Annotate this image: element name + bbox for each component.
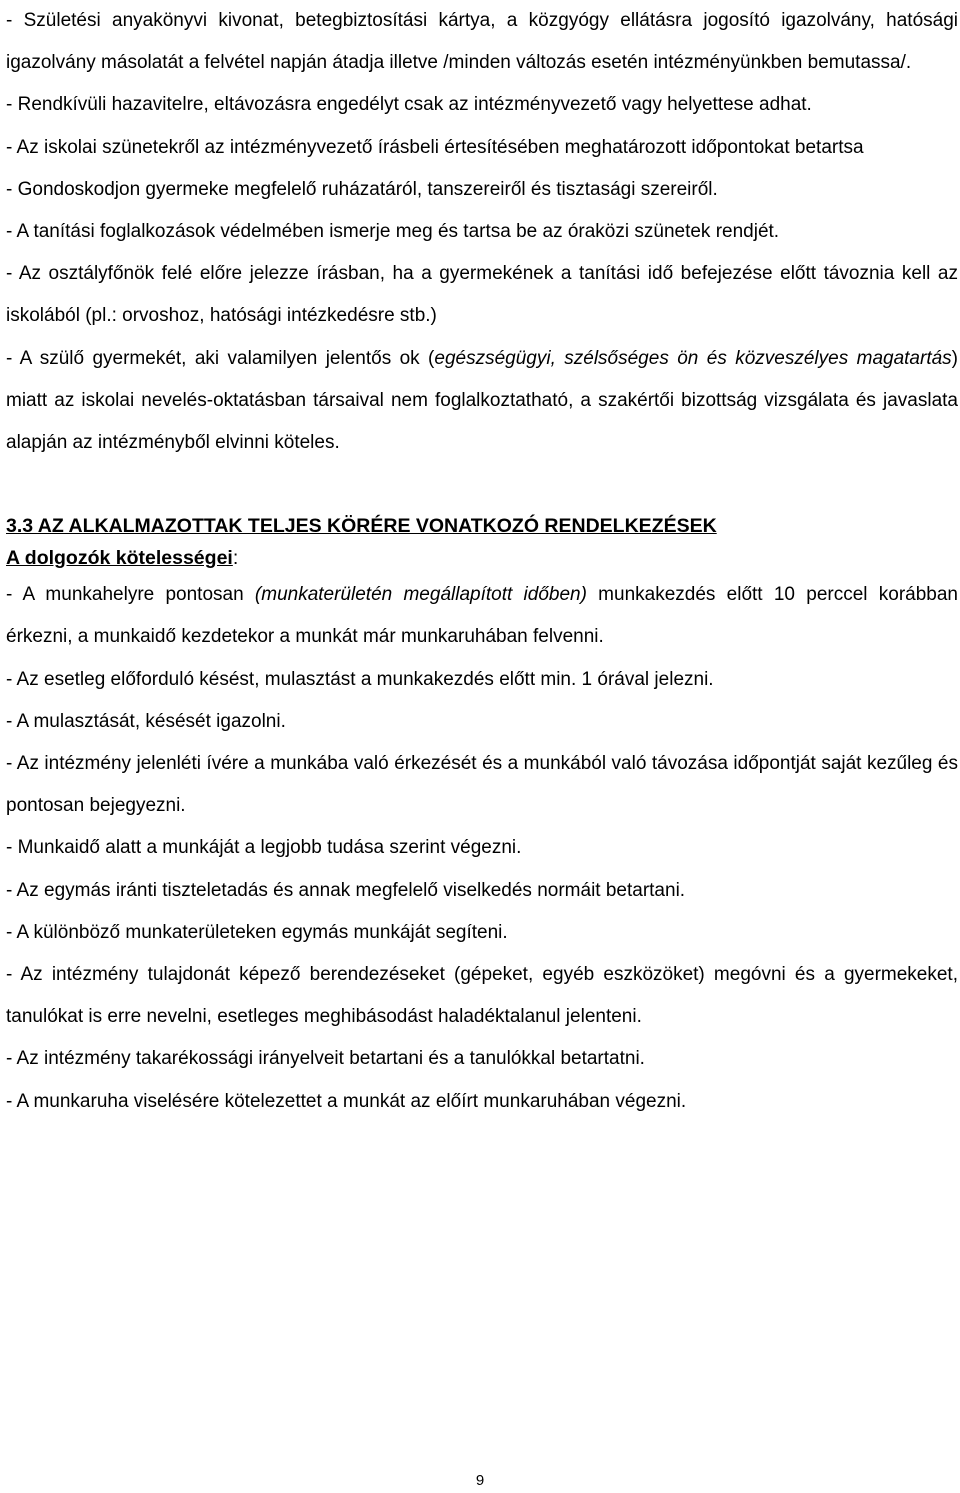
list-item: - Az intézmény takarékossági irányelveit betartani és a tanulókkal betartatni. [6,1048,645,1070]
list-item [6,574,958,658]
paragraph: - Születési anyakönyvi kivonat, betegbiztosítási kártya, a közgyógy ellátásra jogosító igazolvány, hatósági igazolvány másolatát a felvétel napján átadja illetve /minden változás esetén intézményünkben bemutassa/. [6,10,958,74]
text-run: - A szülő gyermekét, aki valamilyen jelentős ok ( [6,347,435,369]
paragraph: - Az iskolai szünetekről az intézményvezető írásbeli értesítésében meghatározott időpontokat betartsa [6,136,864,158]
text-run: - A munkahelyre pontosan [6,584,255,606]
paragraph: - Rendkívüli hazavitelre, eltávozásra engedélyt csak az intézményvezető vagy helyettese adhat. [6,94,812,116]
list-item: - A különböző munkaterületeken egymás munkáját segíteni. [6,921,508,943]
page-number: 9 [475,1472,485,1489]
paragraph: - Az osztályfőnök felé előre jelezze írásban, ha a gyermekének a tanítási idő befejezése előtt távoznia kell az iskolából (pl.: orvoshoz, hatósági intézkedésre stb.) [6,263,958,327]
paragraph: - Gondoskodjon gyermeke megfelelő ruházatáról, tanszereiről és tisztasági szereiről. [6,178,718,200]
section-subheading [6,542,958,574]
paragraph: - A tanítási foglalkozások védelmében ismerje meg és tartsa be az óraközi szünetek rendjét. [6,221,780,243]
subheading-colon: : [232,547,239,570]
italic-text-run: (munkaterületén megállapított időben) [254,584,587,606]
italic-text-run: egészségügyi, szélsőséges ön és közveszélyes magatartás [434,347,952,369]
text-run: ) miatt az iskolai nevelés-oktatásban társaival nem foglalkoztatható, a szakértői bizottság vizsgálata és javaslata alapján az intézményből elvinni köteles. [6,347,958,454]
text-run: munkakezdés előtt 10 perccel korábban érkezni, a munkaidő kezdetekor a munkát már munkaruhában felvenni. [6,584,958,648]
employee-obligations-section [6,510,958,1123]
subheading-bold: A dolgozók kötelességei [6,547,233,570]
list-item: - Az esetleg előforduló késést, mulasztást a munkakezdés előtt min. 1 órával jelezni. [6,668,714,690]
paragraph [6,338,958,465]
list-item: - Az intézmény tulajdonát képező berendezéseket (gépeket, egyéb eszközöket) megóvni és a gyermekeket, tanulókat is erre nevelni, esetleges meghibásodást haladéktalanul jelenteni. [6,964,958,1028]
parent-obligations-section [6,0,958,464]
list-item: - A mulasztását, késését igazolni. [6,710,286,732]
list-item: - Az intézmény jelenléti ívére a munkába való érkezését és a munkából való távozása időpontját saját kezűleg és pontosan bejegyezni. [6,753,958,817]
list-item: - A munkaruha viselésére kötelezettet a munkát az előírt munkaruhában végezni. [6,1090,687,1112]
section-heading: 3.3 AZ ALKALMAZOTTAK TELJES KÖRÉRE VONATKOZÓ RENDELKEZÉSEK [6,515,717,538]
list-item: - Munkaidő alatt a munkáját a legjobb tudása szerint végezni. [6,837,522,859]
document-page [6,0,958,1123]
list-item: - Az egymás iránti tiszteletadás és annak megfelelő viselkedés normáit betartani. [6,879,686,901]
